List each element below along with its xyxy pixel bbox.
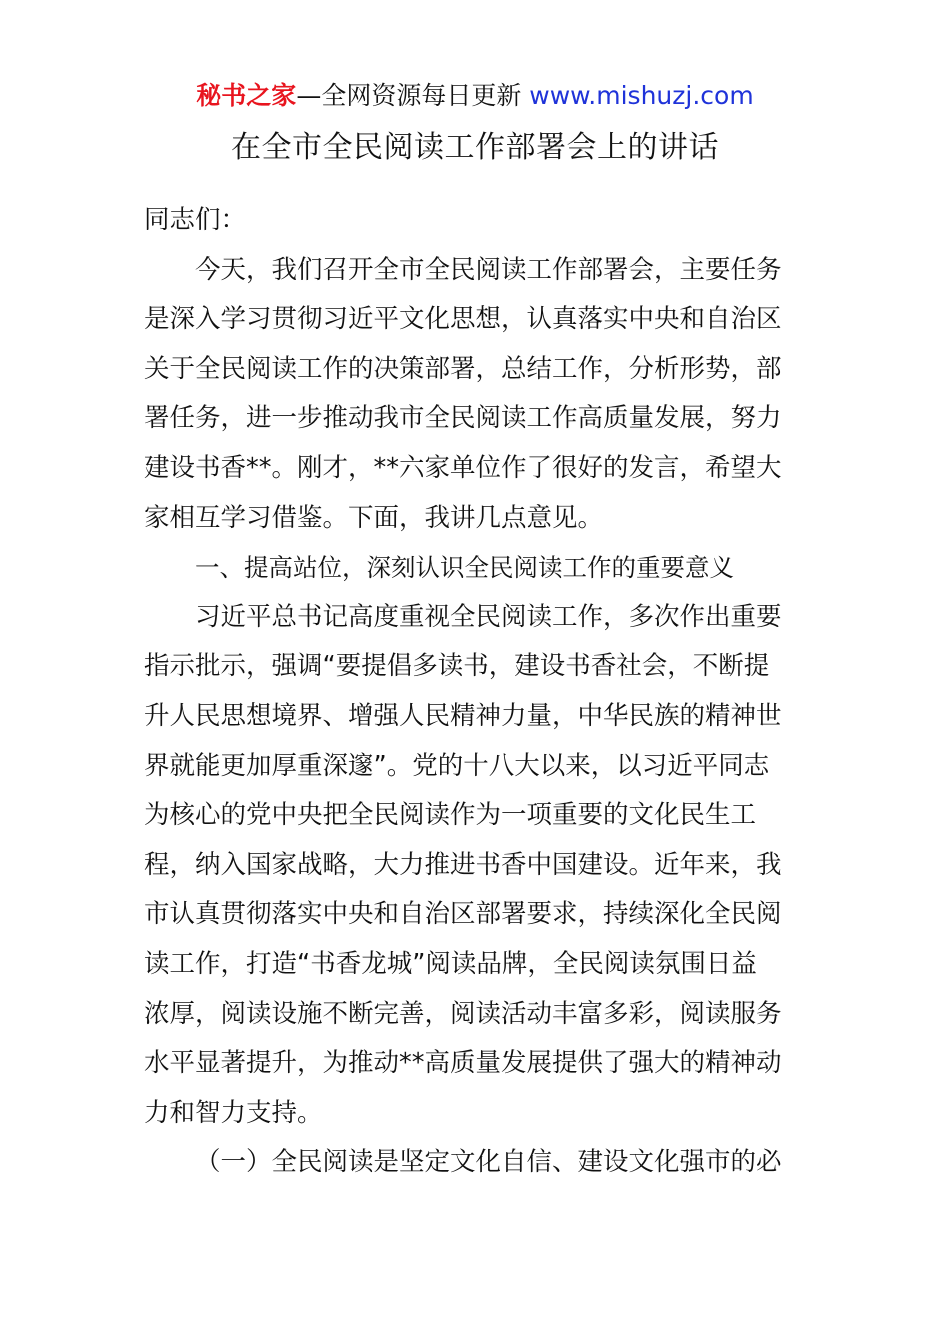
text-line: 程，纳入国家战略，大力推进书香中国建设。近年来，我	[144, 849, 782, 880]
text-line: 指示批示，强调“要提倡多读书，建设书香社会，不断提	[144, 651, 770, 682]
text-line: 市认真贯彻落实中央和自治区部署要求，持续深化全民阅	[144, 899, 782, 930]
text-line: 浓厚，阅读设施不断完善，阅读活动丰富多彩，阅读服务	[144, 998, 782, 1029]
text-line: 界就能更加厚重深邃”。党的十八大以来，以习近平同志	[144, 750, 770, 781]
text-line: 力和智力支持。	[144, 1097, 323, 1128]
text-line: 关于全民阅读工作的决策部署，总结工作，分析形势，部	[144, 353, 782, 384]
banner-brand: 秘书之家	[196, 81, 297, 110]
site-banner	[0, 78, 950, 114]
text-line: （一）全民阅读是坚定文化自信、建设文化强市的必	[195, 1147, 782, 1178]
text-line: 水平显著提升，为推动**高质量发展提供了强大的精神动	[144, 1048, 782, 1079]
text-line: 今天，我们召开全市全民阅读工作部署会，主要任务	[195, 254, 782, 285]
text-line: 同志们：	[144, 205, 247, 235]
text-line: 习近平总书记高度重视全民阅读工作，多次作出重要	[195, 601, 782, 632]
text-line: 是深入学习贯彻习近平文化思想，认真落实中央和自治区	[144, 304, 782, 335]
text-line: 升人民思想境界、增强人民精神力量，中华民族的精神世	[144, 700, 782, 731]
text-line: 读工作，打造“书香龙城”阅读品牌，全民阅读氛围日益	[144, 948, 757, 979]
banner-tagline: —全网资源每日更新	[296, 81, 530, 110]
banner-url-link[interactable]: www.mishuzj.com	[529, 81, 754, 110]
text-line: 为核心的党中央把全民阅读作为一项重要的文化民生工	[144, 800, 757, 831]
document-title: 在全市全民阅读工作部署会上的讲话	[231, 130, 719, 165]
text-line: 建设书香**。刚才，**六家单位作了很好的发言，希望大	[144, 452, 782, 483]
section-heading: 一、提高站位，深刻认识全民阅读工作的重要意义	[195, 553, 734, 583]
text-line: 家相互学习借鉴。下面，我讲几点意见。	[144, 502, 604, 533]
document-body	[144, 196, 806, 1188]
text-line: 署任务，进一步推动我市全民阅读工作高质量发展，努力	[144, 403, 782, 434]
